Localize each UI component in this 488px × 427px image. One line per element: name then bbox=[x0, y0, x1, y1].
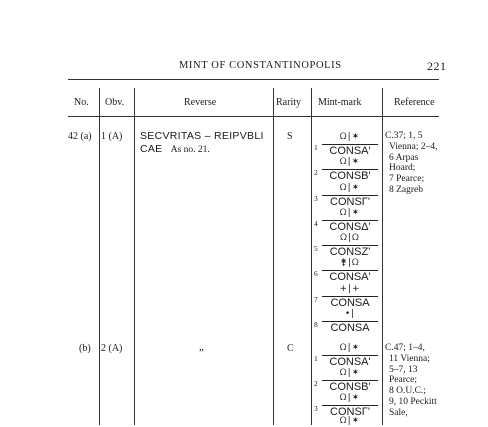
mint-mark-field: ⚵|ᘯ bbox=[340, 258, 360, 268]
mint-mark-field: ᘯ|✶ bbox=[339, 208, 361, 218]
mint-mark bbox=[317, 284, 383, 309]
mint-mark bbox=[317, 343, 383, 368]
mint-mark bbox=[317, 157, 383, 182]
col-divider-3 bbox=[273, 88, 274, 425]
running-head: MINT OF CONSTANTINOPOLIS bbox=[179, 60, 342, 71]
mint-mark-exergue: CONSB' bbox=[329, 381, 371, 393]
col-divider-1 bbox=[99, 88, 100, 425]
row-a-reverse-note: As no. 21. bbox=[170, 145, 210, 155]
mint-mark-exergue: CONSA bbox=[330, 297, 370, 309]
mint-mark-exergue: CONSΓ' bbox=[330, 406, 370, 418]
row-b-reverse: „ bbox=[199, 341, 204, 353]
mint-mark-exergue: CONSZ' bbox=[329, 246, 371, 258]
reference-line: 8 Zagreb bbox=[389, 184, 424, 195]
mint-mark bbox=[317, 208, 383, 233]
row-b-reference bbox=[385, 343, 465, 419]
mint-mark bbox=[317, 309, 383, 334]
col-divider-4 bbox=[311, 88, 312, 425]
mint-mark-field: ᘯ|✶ bbox=[339, 157, 361, 167]
mark-number: 3 bbox=[314, 194, 318, 203]
page-number: 221 bbox=[427, 59, 447, 73]
mark-number: 8 bbox=[314, 320, 318, 329]
reference-line: 5–7, 13 bbox=[389, 364, 418, 375]
row-a-reference bbox=[385, 131, 465, 196]
mint-mark bbox=[317, 233, 383, 258]
reference-line: 6 Arpas bbox=[389, 152, 419, 163]
mark-number: 4 bbox=[314, 219, 318, 228]
reference-line: 7 Pearce; bbox=[389, 174, 425, 185]
mint-mark bbox=[317, 258, 383, 283]
row-b-obv: 2 (A) bbox=[101, 343, 123, 354]
header-obv: Obv. bbox=[105, 97, 125, 108]
mint-mark bbox=[317, 368, 383, 393]
table-top-rule bbox=[68, 79, 439, 80]
mint-mark-exergue: CONSΓ' bbox=[330, 196, 370, 208]
row-b-no: (b) bbox=[79, 343, 91, 354]
row-a-no: 42 (a) bbox=[68, 131, 92, 142]
mint-mark-exergue: CONSB' bbox=[329, 170, 371, 182]
row-a-reverse-line1: SECVRITAS – REIPVBLI bbox=[140, 130, 264, 142]
mark-number: 1 bbox=[314, 143, 318, 152]
mint-mark-exergue: CONSA' bbox=[329, 356, 371, 368]
header-mint-mark: Mint-mark bbox=[318, 97, 362, 108]
mint-mark-field: ᘯ|✶ bbox=[339, 343, 361, 353]
mint-mark-field: ᘯ|✶ bbox=[339, 368, 361, 378]
reference-line: Sale, bbox=[389, 407, 408, 418]
mint-mark bbox=[317, 132, 383, 157]
mark-number: 5 bbox=[314, 244, 318, 253]
mint-mark-exergue: CONSA bbox=[330, 322, 370, 334]
reference-line: C.47; 1–4, bbox=[385, 343, 425, 353]
mint-mark bbox=[317, 393, 383, 418]
mark-number: 1 bbox=[314, 354, 318, 363]
mint-mark-field: ᘯ|✶ bbox=[339, 416, 361, 426]
mint-mark-field: ᘯ|ᘯ bbox=[340, 233, 360, 243]
reference-line: C.37; 1, 5 bbox=[385, 131, 423, 141]
reference-line: 9, 10 Peckitt bbox=[389, 396, 437, 407]
header-rarity: Rarity bbox=[276, 97, 301, 108]
row-a-reverse-cae: CAE bbox=[140, 143, 163, 155]
header-reverse: Reverse bbox=[184, 97, 217, 108]
table-header-rule bbox=[68, 116, 439, 117]
mint-mark-field: •| bbox=[344, 309, 356, 319]
mint-mark-field: +|+ bbox=[339, 284, 361, 294]
reference-line: 11 Vienna; bbox=[389, 353, 430, 364]
mint-mark-field: ᘯ|✶ bbox=[339, 393, 361, 403]
mark-number: 7 bbox=[314, 295, 318, 304]
row-a-obv: 1 (A) bbox=[101, 131, 123, 142]
col-divider-2 bbox=[134, 88, 135, 425]
mint-mark-exergue: CONSΔ' bbox=[329, 221, 371, 233]
header-reference: Reference bbox=[394, 97, 435, 108]
mint-mark-field: ᘯ|✶ bbox=[339, 132, 361, 142]
row-b-rarity: C bbox=[287, 343, 294, 354]
row-a-rarity: S bbox=[287, 131, 293, 142]
mint-mark-partial bbox=[317, 416, 383, 427]
mint-mark-field: ᘯ|✶ bbox=[339, 183, 361, 193]
mint-mark-exergue: CONSA' bbox=[329, 271, 371, 283]
header-no: No. bbox=[74, 97, 89, 108]
reference-line: Hoard; bbox=[389, 163, 416, 174]
mint-mark-exergue: CONSA' bbox=[329, 145, 371, 157]
mark-number: 2 bbox=[314, 379, 318, 388]
mint-mark bbox=[317, 183, 383, 208]
reference-line: Vienna; 2–4, bbox=[389, 141, 438, 152]
reference-line: Pearce; bbox=[389, 375, 417, 386]
reference-line: 8 O.U.C.; bbox=[389, 386, 426, 397]
row-a-reverse-line2 bbox=[140, 143, 210, 155]
mark-number: 6 bbox=[314, 269, 318, 278]
mark-number: 2 bbox=[314, 168, 318, 177]
mark-number: 3 bbox=[314, 404, 318, 413]
